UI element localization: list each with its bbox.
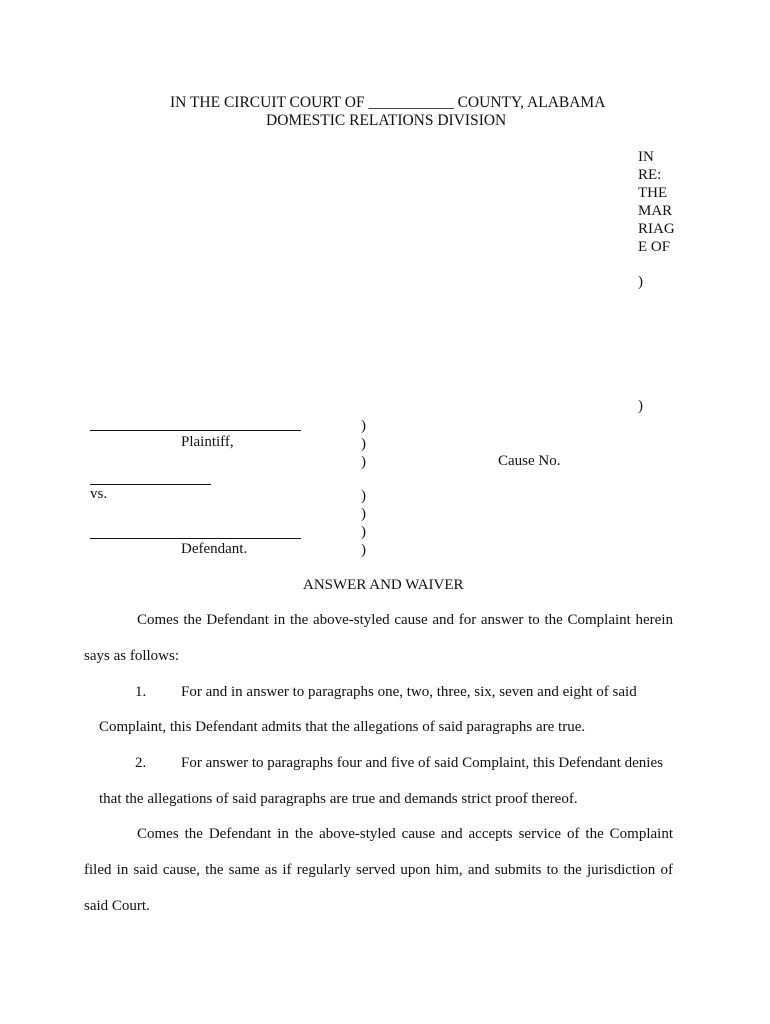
in-re-line: IN (638, 149, 654, 165)
court-title-line (170, 94, 605, 112)
defendant-label: Defendant. (181, 541, 248, 557)
separator-line (90, 484, 211, 485)
caption-paren: ) (361, 418, 366, 434)
caption-paren: ) (361, 436, 366, 452)
item-2-text: For answer to paragraphs four and five of said Complaint, this Defendant denies (181, 755, 663, 771)
caption-paren: ) (361, 454, 366, 470)
plaintiff-label: Plaintiff, (181, 434, 234, 450)
caption-paren: ) (361, 488, 366, 504)
vs-label: vs. (90, 486, 108, 502)
item-2-text: that the allegations of said paragraphs are true and demands strict proof thereof. (99, 791, 578, 807)
caption-paren-column-lower (361, 487, 366, 559)
caption-paren: ) (361, 506, 366, 522)
in-re-block (638, 148, 675, 256)
item-1-text: For and in answer to paragraphs one, two, three, six, seven and eight of said (181, 684, 637, 700)
intro-paragraph-line: says as follows: (84, 648, 179, 664)
waiver-paragraph-line: said Court. (84, 898, 150, 914)
in-re-line: MAR (638, 203, 673, 219)
court-line-prefix: IN THE CIRCUIT COURT OF (170, 94, 365, 111)
county-blank: ___________ (368, 94, 454, 111)
item-1-text: Complaint, this Defendant admits that the allegations of said paragraphs are true. (99, 719, 586, 735)
waiver-paragraph-line: Comes the Defendant in the above-styled cause and accepts service of the Complaint (137, 826, 673, 842)
document-title: ANSWER AND WAIVER (303, 577, 464, 593)
item-number: 1. (135, 684, 147, 700)
in-re-line: RIAG (638, 221, 675, 237)
in-re-line: E OF (638, 239, 671, 255)
waiver-paragraph-line: filed in said cause, the same as if regularly served upon him, and submits to the jurisdiction of (84, 862, 673, 878)
item-number: 2. (135, 755, 147, 771)
in-re-paren: ) (638, 398, 643, 414)
defendant-signature-line (90, 538, 301, 539)
in-re-paren: ) (638, 274, 643, 290)
caption-paren: ) (361, 524, 366, 540)
intro-paragraph-line: Comes the Defendant in the above-styled cause and for answer to the Complaint herein (137, 612, 673, 628)
in-re-line: THE (638, 185, 668, 201)
division-title: DOMESTIC RELATIONS DIVISION (266, 112, 507, 129)
in-re-line: RE: (638, 167, 662, 183)
court-line-suffix: COUNTY, ALABAMA (457, 94, 606, 111)
cause-number-label: Cause No. (498, 453, 561, 469)
caption-paren-column-upper (361, 417, 366, 471)
caption-paren: ) (361, 542, 366, 558)
plaintiff-signature-line (90, 430, 301, 431)
